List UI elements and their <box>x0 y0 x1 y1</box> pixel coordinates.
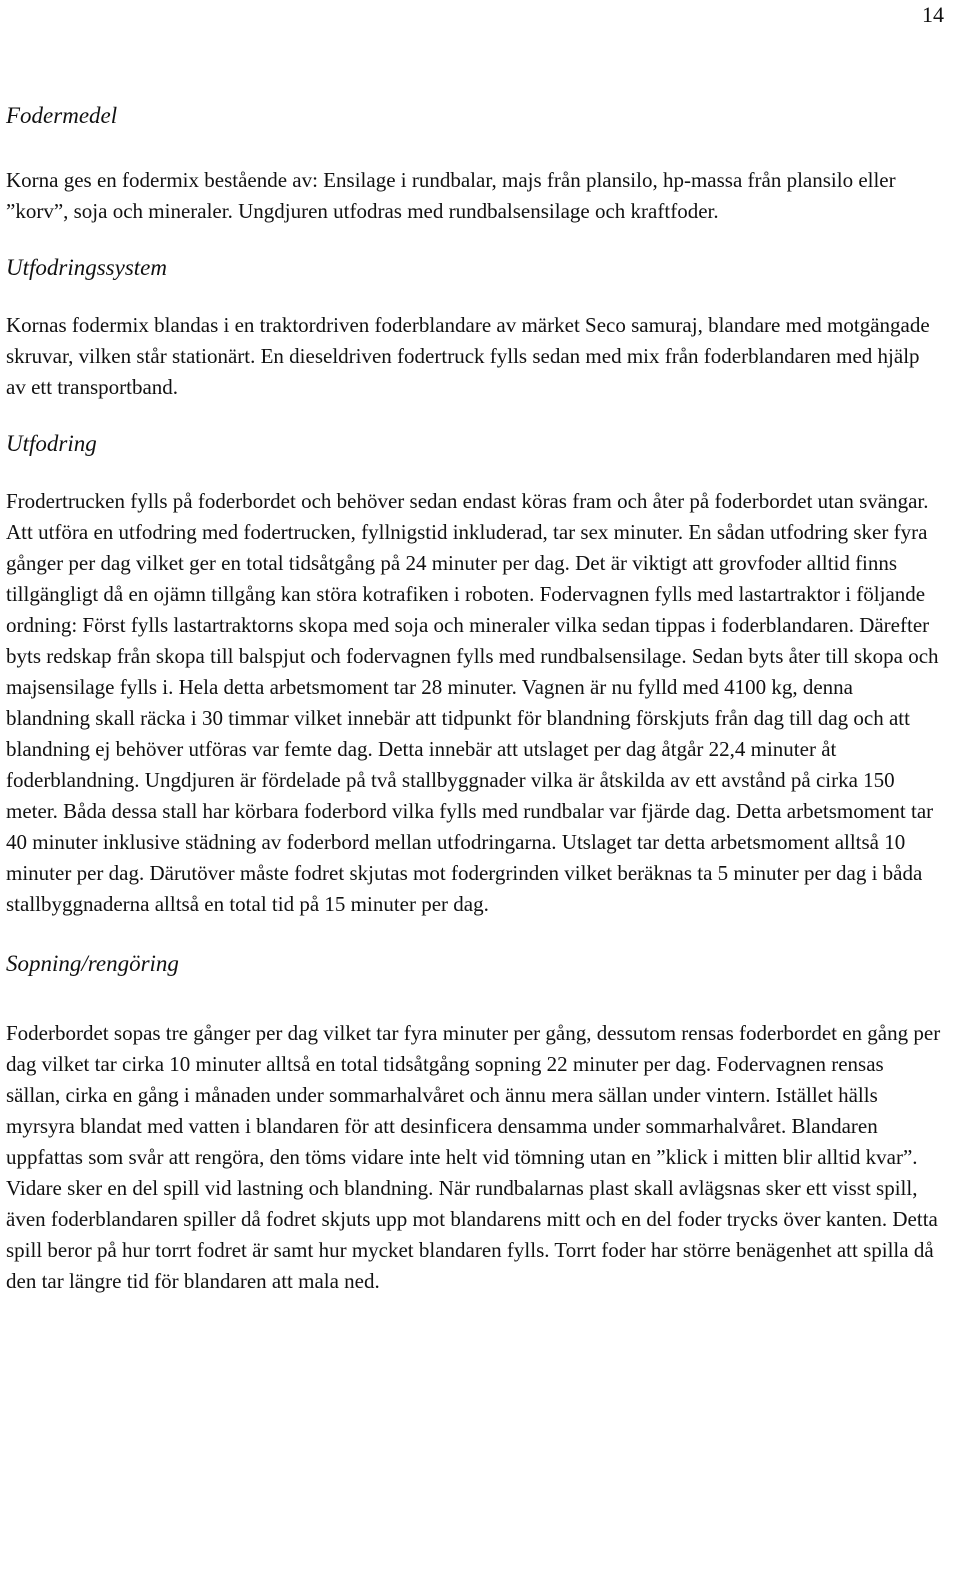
document-body <box>6 100 941 1297</box>
section-heading: Fodermedel <box>6 103 118 128</box>
section-heading: Sopning/rengöring <box>6 951 179 976</box>
section-sopning-rengoring <box>6 948 941 1297</box>
section-paragraph: Kornas fodermix blandas i en traktordriven foderblandare av märket Seco samuraj, blandare med motgängade skruvar, vilken står stationärt. En dieseldriven fodertruck fylls sedan med mix från foderblandaren med hjälp av ett transportband. <box>6 313 930 399</box>
section-fodermedel <box>6 100 941 227</box>
section-utfodring <box>6 428 941 920</box>
section-utfodringssystem <box>6 252 941 403</box>
section-paragraph: Frodertrucken fylls på foderbordet och behöver sedan endast köras fram och åter på foderbordet utan svängar. Att utföra en utfodring med fodertrucken, fyllnigstid inkluderad, tar sex minuter. En sådan utfodring sker fyra gånger per dag vilket ger en total tidsåtgång på 24 minuter per dag. Det är viktigt att grovfoder alltid finns tillgängligt då en ojämn tillgång kan störa kotrafiken i roboten. Fodervagnen fylls med lastartraktor i följande ordning: Först fylls lastartraktorns skopa med soja och mineraler vilka sedan tippas i foderblandaren. Därefter byts redskap från skopa till balspjut och fodervagnen fylls med rundbalsensilage. Sedan byts åter till skopa och majsensilage fylls i. Hela detta arbetsmoment tar 28 minuter. Vagnen är nu fylld med 4100 kg, denna blandning skall räcka i 30 timmar vilket innebär att tidpunkt för blandning förskjuts från dag till dag och att blandning ej behöver utföras var femte dag. Detta innebär att utslaget per dag åtgår 22,4 minuter åt foderblandning. Ungdjuren är fördelade på två stallbyggnader vilka är åtskilda av ett avstånd på cirka 150 meter. Båda dessa stall har körbara foderbord vilka fylls med rundbalar var fjärde dag. Detta arbetsmoment tar 40 minuter inklusive städning av foderbord mellan utfodringarna. Utslaget tar detta arbetsmoment alltså 10 minuter per dag. Därutöver måste fodret skjutas mot fodergrinden vilket beräknas ta 5 minuter per dag i båda stallbyggnaderna alltså en total tid på 15 minuter per dag. <box>6 489 939 916</box>
section-heading: Utfodringssystem <box>6 255 167 280</box>
section-heading: Utfodring <box>6 431 97 456</box>
section-paragraph: Foderbordet sopas tre gånger per dag vilket tar fyra minuter per gång, dessutom rensas foderbordet en gång per dag vilket tar cirka 10 minuter alltså en total tidsåtgång sopning 22 minuter per dag. Fodervagnen rensas sällan, cirka en gång i månaden under sommarhalvåret och ännu mera sällan under vintern. Istället hälls myrsyra blandat med vatten i blandaren för att desinficera densamma under sommarhalvåret. Blandaren uppfattas som svår att rengöra, den töms vidare inte helt vid tömning utan en ”klick i mitten blir alltid kvar”. Vidare sker en del spill vid lastning och blandning. När rundbalarnas plast skall avlägsnas sker ett visst spill, även foderblandaren spiller då fodret skjuts upp mot blandarens mitt och en del foder trycks över kanten. Detta spill beror på hur torrt fodret är samt hur mycket blandaren fylls. Torrt foder har större benägenhet att spilla då den tar längre tid för blandaren att mala ned. <box>6 1021 941 1293</box>
section-paragraph: Korna ges en fodermix bestående av: Ensilage i rundbalar, majs från plansilo, hp-massa från plansilo eller ”korv”, soja och mineraler. Ungdjuren utfodras med rundbalsensilage och kraftfoder. <box>6 168 896 223</box>
page-number: 14 <box>922 2 944 27</box>
